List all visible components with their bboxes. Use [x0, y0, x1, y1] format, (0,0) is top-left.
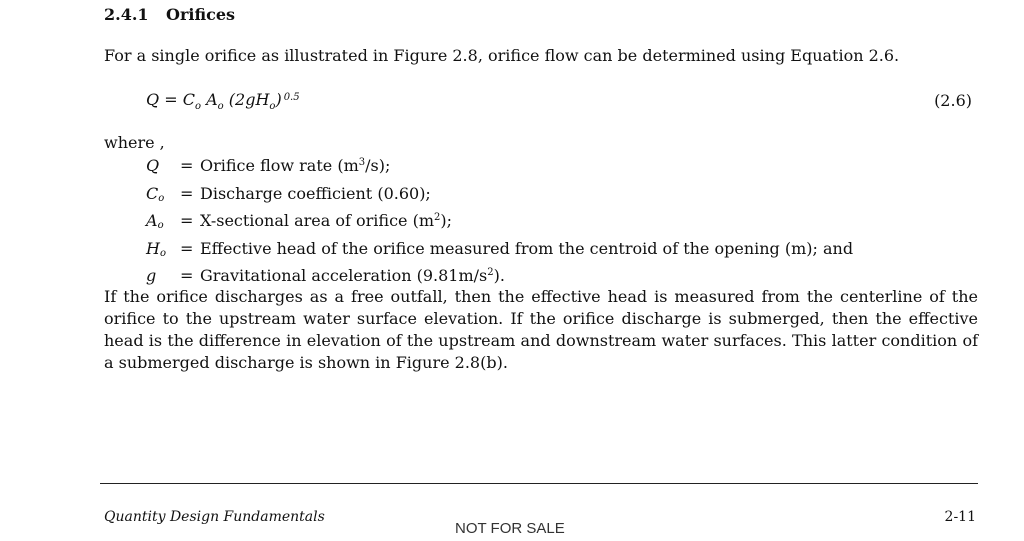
- eq-area: A: [206, 90, 218, 109]
- variable-equals: =: [180, 183, 194, 203]
- variable-row: [146, 155, 853, 183]
- equation-number: (2.6): [934, 91, 972, 110]
- variable-definition: Effective head of the orifice measured from the centroid of the opening (m); and: [200, 238, 854, 258]
- not-for-sale-watermark: NOT FOR SALE: [455, 520, 565, 537]
- eq-bracket-open: (2g: [228, 90, 256, 109]
- eq-exponent: 0.5: [283, 92, 300, 103]
- variable-equals: =: [180, 211, 194, 231]
- variable-row: [146, 238, 853, 266]
- section-number: 2.4.1: [104, 5, 149, 24]
- variable-symbol: $A_o$: [146, 211, 164, 232]
- variable-list: [146, 155, 853, 293]
- intro-text: For a single orifice as illustrated in Figure 2.8, orifice flow can be determined using Equation 2.6.: [104, 46, 900, 65]
- variable-row: [146, 183, 853, 211]
- eq-equals: =: [164, 90, 178, 109]
- eq-coefficient-sub: o: [194, 101, 201, 113]
- variable-equals: =: [180, 266, 194, 286]
- variable-symbol: $H_o$: [146, 238, 166, 259]
- variable-symbol: g: [146, 266, 157, 286]
- footer-page-number: 2-11: [944, 509, 976, 525]
- section-title: Orifices: [166, 5, 236, 24]
- variable-symbol: $C_o$: [146, 183, 165, 204]
- variable-definition: Discharge coefficient (0.60);: [200, 183, 431, 203]
- variable-definition: Orifice flow rate $(m^3/s)$;: [200, 156, 391, 175]
- variable-symbol: Q: [146, 156, 160, 175]
- variable-row: [146, 210, 853, 238]
- eq-lhs: Q: [146, 90, 160, 109]
- eq-coefficient: C: [182, 90, 195, 109]
- equation-2-6: [146, 90, 300, 112]
- eq-head-sub: o: [269, 101, 276, 113]
- footer-divider: [100, 483, 978, 484]
- eq-bracket-close: ): [275, 90, 282, 109]
- body-paragraph: If the orifice discharges as a free outfall, then the effective head is measured from the centerline of the orifice to the upstream water surface elevation. If the orifice discharge is submerged, then the effective head is the difference in elevation of the upstream and downstream water surfaces. This latter condition of a submerged discharge is shown in Figure 2.8(b).: [104, 287, 978, 372]
- variable-equals: =: [180, 156, 194, 175]
- section-heading: [104, 5, 235, 24]
- eq-area-sub: o: [217, 101, 224, 113]
- variable-definition: X-sectional area of orifice $(m^2)$;: [200, 211, 453, 231]
- where-label: where ,: [104, 133, 165, 152]
- variable-definition: Gravitational acceleration $(9.81m/s^2)$.: [200, 266, 505, 286]
- eq-head: H: [255, 90, 270, 109]
- variable-equals: =: [180, 238, 194, 258]
- footer-document-title: Quantity Design Fundamentals: [104, 509, 325, 525]
